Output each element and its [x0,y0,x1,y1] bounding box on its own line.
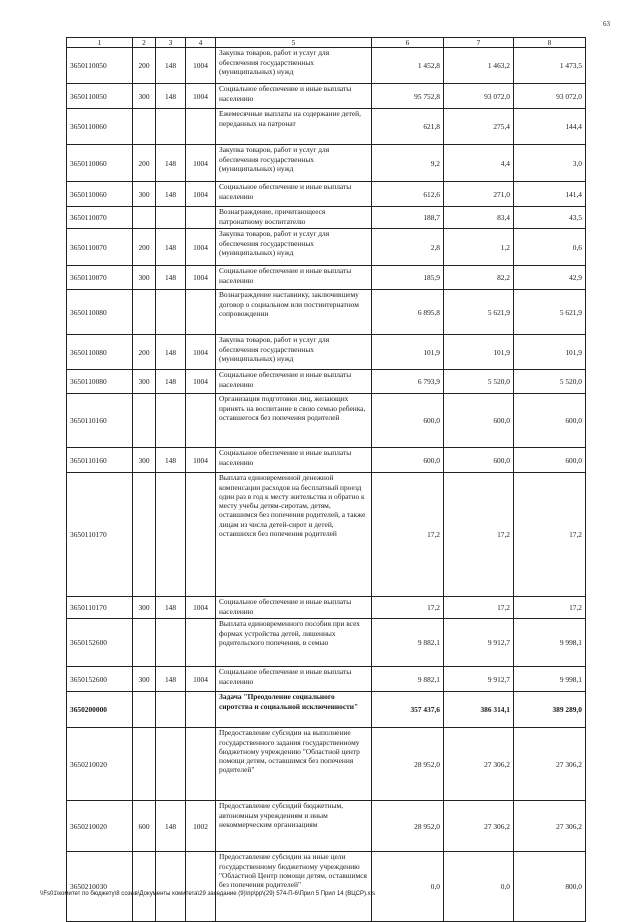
description-cell: Предоставление субсидии на выполнение государственного задания государственному бюджетному учреждению "Областной центр помощи детям, оставшимся без попечения родителей" [216,728,372,801]
section-cell: 148 [156,448,186,473]
subsection-cell: 1004 [186,229,216,266]
section-cell: 148 [156,370,186,394]
section-cell [156,619,186,667]
subsection-cell: 1004 [186,145,216,182]
section-cell [156,109,186,145]
amount-year3-cell: 17,2 [514,473,586,597]
description-cell: Организация подготовки лиц, желающих принять на воспитание в свою семью ребенка, оставшегося без попечения родителей [216,394,372,448]
amount-year1-cell: 95 752,8 [372,84,444,109]
table-row [67,370,586,394]
amount-year1-cell: 101,9 [372,335,444,370]
description-cell: Вознаграждение наставнику, заключившему договор о социальном или постинтернатном сопровождении [216,290,372,335]
subsection-cell: 1004 [186,597,216,619]
amount-year1-cell: 17,2 [372,473,444,597]
section-cell [156,692,186,728]
amount-year3-cell: 27 306,2 [514,801,586,852]
section-cell: 148 [156,335,186,370]
section-cell: 148 [156,266,186,290]
target-code-cell: 3650200000 [67,692,133,728]
table-row [67,728,586,801]
amount-year2-cell: 600,0 [444,394,514,448]
table-row [67,852,586,922]
section-cell [156,394,186,448]
target-code-cell: 3650110060 [67,145,133,182]
description-cell: Задача "Преодоление социального сиротства и социальной исключенности" [216,692,372,728]
amount-year3-cell: 27 306,2 [514,728,586,801]
subsection-cell: 1004 [186,370,216,394]
column-header: 1 [67,38,133,48]
amount-year2-cell: 17,2 [444,473,514,597]
section-cell: 148 [156,667,186,692]
table-row [67,229,586,266]
subsection-cell: 1002 [186,801,216,852]
subsection-cell [186,692,216,728]
description-cell: Социальное обеспечение и иные выплаты населению [216,266,372,290]
amount-year3-cell: 42,9 [514,266,586,290]
section-cell: 148 [156,145,186,182]
target-code-cell: 3650210020 [67,728,133,801]
amount-year3-cell: 800,0 [514,852,586,922]
table-row [67,207,586,229]
expense-type-cell: 600 [133,801,156,852]
amount-year2-cell: 5 621,9 [444,290,514,335]
subsection-cell [186,394,216,448]
amount-year1-cell: 621,8 [372,109,444,145]
target-code-cell: 3650110070 [67,266,133,290]
description-cell: Выплата единовременной денежной компенсации расходов на бесплатный проезд один раз в год к месту жительства и обратно к месту учебы детям-сиротам, детям, оставшимся без попечения родителей, а также лицам из числа детей-сирот и детей, оставшихся без попечения родителей [216,473,372,597]
table-row [67,182,586,207]
amount-year1-cell: 9,2 [372,145,444,182]
table-row [67,692,586,728]
subsection-cell [186,728,216,801]
target-code-cell: 3650110170 [67,473,133,597]
section-cell: 148 [156,229,186,266]
amount-year1-cell: 6 793,9 [372,370,444,394]
subsection-cell [186,290,216,335]
table-row [67,619,586,667]
subsection-cell: 1004 [186,335,216,370]
amount-year3-cell: 93 072,0 [514,84,586,109]
table-row [67,266,586,290]
table-row [67,448,586,473]
target-code-cell: 3650210030 [67,852,133,922]
amount-year1-cell: 185,9 [372,266,444,290]
description-cell: Выплата единовременного пособия при всех формах устройства детей, лишенных родительского попечения, в семью [216,619,372,667]
target-code-cell: 3650110080 [67,335,133,370]
table-row [67,335,586,370]
description-cell: Закупка товаров, работ и услуг для обеспечения государственных (муниципальных) нужд [216,145,372,182]
amount-year3-cell: 5 621,9 [514,290,586,335]
target-code-cell: 3650110050 [67,84,133,109]
subsection-cell: 1004 [186,667,216,692]
target-code-cell: 3650110070 [67,207,133,229]
target-code-cell: 3650110060 [67,182,133,207]
amount-year2-cell: 17,2 [444,597,514,619]
amount-year3-cell: 17,2 [514,597,586,619]
expense-type-cell: 300 [133,597,156,619]
amount-year1-cell: 2,8 [372,229,444,266]
column-header: 5 [216,38,372,48]
subsection-cell [186,109,216,145]
amount-year1-cell: 600,0 [372,448,444,473]
amount-year2-cell: 1 463,2 [444,48,514,84]
amount-year3-cell: 0,6 [514,229,586,266]
table-row [67,84,586,109]
section-cell: 148 [156,801,186,852]
expense-type-cell [133,619,156,667]
description-cell: Социальное обеспечение и иные выплаты населению [216,370,372,394]
amount-year3-cell: 144,4 [514,109,586,145]
description-cell: Закупка товаров, работ и услуг для обеспечения государственных (муниципальных) нужд [216,48,372,84]
subsection-cell: 1004 [186,182,216,207]
amount-year3-cell: 1 473,5 [514,48,586,84]
amount-year3-cell: 43,5 [514,207,586,229]
section-cell: 148 [156,597,186,619]
section-cell [156,290,186,335]
section-cell: 148 [156,48,186,84]
amount-year1-cell: 28 952,0 [372,728,444,801]
target-code-cell: 3650110060 [67,109,133,145]
amount-year1-cell: 9 882,1 [372,619,444,667]
expense-type-cell [133,207,156,229]
amount-year2-cell: 386 314,1 [444,692,514,728]
table-row [67,473,586,597]
table-row [67,145,586,182]
expense-type-cell [133,109,156,145]
expense-type-cell: 200 [133,48,156,84]
subsection-cell: 1004 [186,266,216,290]
amount-year2-cell: 0,0 [444,852,514,922]
amount-year2-cell: 5 520,0 [444,370,514,394]
target-code-cell: 3650110070 [67,229,133,266]
column-header: 6 [372,38,444,48]
table-row [67,801,586,852]
subsection-cell: 1004 [186,48,216,84]
amount-year1-cell: 6 895,8 [372,290,444,335]
table-row [67,290,586,335]
amount-year3-cell: 9 998,1 [514,667,586,692]
amount-year3-cell: 600,0 [514,394,586,448]
expense-type-cell [133,728,156,801]
expense-type-cell [133,852,156,922]
description-cell: Социальное обеспечение и иные выплаты населению [216,182,372,207]
table-row [67,667,586,692]
expense-type-cell [133,290,156,335]
target-code-cell: 3650110080 [67,290,133,335]
expense-type-cell: 200 [133,145,156,182]
subsection-cell [186,473,216,597]
amount-year1-cell: 17,2 [372,597,444,619]
amount-year3-cell: 389 289,0 [514,692,586,728]
amount-year3-cell: 101,9 [514,335,586,370]
target-code-cell: 3650110170 [67,597,133,619]
target-code-cell: 3650110080 [67,370,133,394]
target-code-cell: 3650152600 [67,619,133,667]
amount-year1-cell: 28 952,0 [372,801,444,852]
amount-year2-cell: 1,2 [444,229,514,266]
expense-type-cell [133,394,156,448]
amount-year3-cell: 141,4 [514,182,586,207]
subsection-cell [186,619,216,667]
section-cell: 148 [156,84,186,109]
amount-year1-cell: 1 452,8 [372,48,444,84]
table-row [67,48,586,84]
amount-year2-cell: 83,4 [444,207,514,229]
table-row [67,597,586,619]
amount-year1-cell: 9 882,1 [372,667,444,692]
expense-type-cell: 200 [133,229,156,266]
amount-year1-cell: 612,6 [372,182,444,207]
target-code-cell: 3650110160 [67,394,133,448]
column-header: 8 [514,38,586,48]
section-cell [156,473,186,597]
amount-year1-cell: 600,0 [372,394,444,448]
amount-year2-cell: 27 306,2 [444,728,514,801]
amount-year2-cell: 275,4 [444,109,514,145]
amount-year3-cell: 5 520,0 [514,370,586,394]
amount-year1-cell: 0,0 [372,852,444,922]
expense-type-cell: 300 [133,448,156,473]
column-header: 3 [156,38,186,48]
expense-type-cell: 300 [133,84,156,109]
target-code-cell: 3650152600 [67,667,133,692]
description-cell: Предоставление субсидий бюджетным, автономным учреждениям и иным некоммерческим организациям [216,801,372,852]
expense-type-cell: 200 [133,335,156,370]
description-cell: Ежемесячные выплаты на содержание детей, переданных на патронат [216,109,372,145]
section-cell: 148 [156,182,186,207]
amount-year2-cell: 101,9 [444,335,514,370]
description-cell: Предоставление субсидии на иные цели государственному бюджетному учреждению "Областной Центр помощи детям, оставшимся без попечения родителей" [216,852,372,922]
amount-year2-cell: 27 306,2 [444,801,514,852]
column-header: 7 [444,38,514,48]
column-header: 4 [186,38,216,48]
page-number: 63 [603,20,610,28]
section-cell [156,728,186,801]
description-cell: Закупка товаров, работ и услуг для обеспечения государственных (муниципальных) нужд [216,335,372,370]
description-cell: Социальное обеспечение и иные выплаты населению [216,597,372,619]
description-cell: Социальное обеспечение и иные выплаты населению [216,667,372,692]
target-code-cell: 3650110160 [67,448,133,473]
expense-type-cell [133,473,156,597]
amount-year3-cell: 9 998,1 [514,619,586,667]
subsection-cell [186,852,216,922]
amount-year2-cell: 600,0 [444,448,514,473]
subsection-cell: 1004 [186,84,216,109]
amount-year3-cell: 600,0 [514,448,586,473]
section-cell [156,852,186,922]
description-cell: Вознаграждение, причитающееся патронатному воспитателю [216,207,372,229]
amount-year1-cell: 188,7 [372,207,444,229]
amount-year1-cell: 357 437,6 [372,692,444,728]
expense-type-cell: 300 [133,182,156,207]
amount-year2-cell: 9 912,7 [444,619,514,667]
table-row [67,109,586,145]
file-path-footer: \\Fs01\комитет по бюджету\8 созыв\Документы комитета\29 заседание (9)\пр\рр\(29) 574-П-6\Прил 5 Прил 14 (ВЦСР).xls [40,891,375,897]
expense-type-cell: 300 [133,667,156,692]
amount-year2-cell: 9 912,7 [444,667,514,692]
amount-year3-cell: 3,0 [514,145,586,182]
target-code-cell: 3650210020 [67,801,133,852]
expense-type-cell [133,692,156,728]
amount-year2-cell: 271,0 [444,182,514,207]
description-cell: Социальное обеспечение и иные выплаты населению [216,448,372,473]
amount-year2-cell: 93 072,0 [444,84,514,109]
header-row [67,38,586,48]
column-header: 2 [133,38,156,48]
budget-table [66,37,586,922]
subsection-cell [186,207,216,229]
amount-year2-cell: 82,2 [444,266,514,290]
target-code-cell: 3650110050 [67,48,133,84]
table-row [67,394,586,448]
expense-type-cell: 300 [133,266,156,290]
description-cell: Закупка товаров, работ и услуг для обеспечения государственных (муниципальных) нужд [216,229,372,266]
amount-year2-cell: 4,4 [444,145,514,182]
expense-type-cell: 300 [133,370,156,394]
section-cell [156,207,186,229]
subsection-cell: 1004 [186,448,216,473]
description-cell: Социальное обеспечение и иные выплаты населению [216,84,372,109]
